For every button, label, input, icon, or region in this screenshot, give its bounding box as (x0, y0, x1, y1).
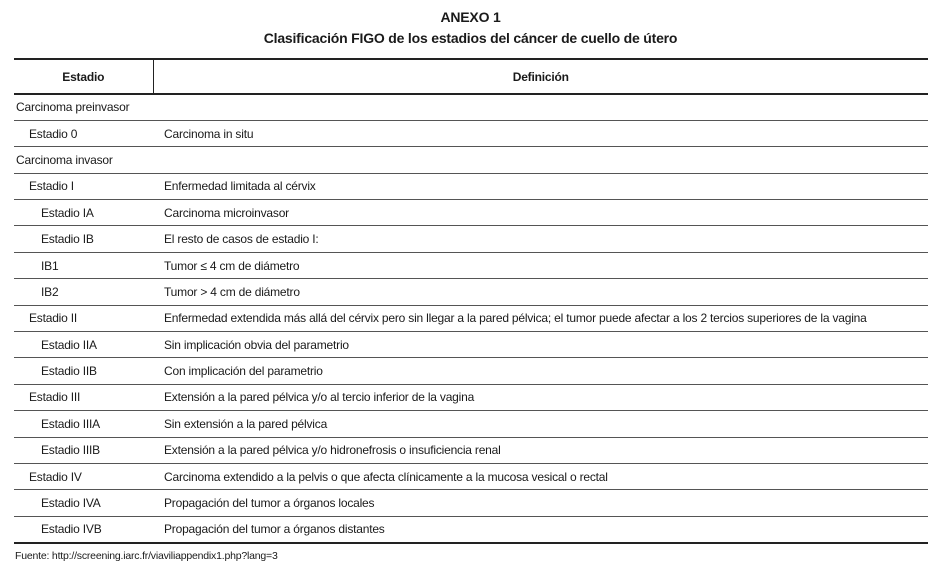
table-row (14, 305, 928, 331)
stage-cell: Estadio IIIB (41, 443, 100, 458)
table-row (14, 226, 928, 252)
definition-cell: Tumor ≤ 4 cm de diámetro (164, 258, 300, 273)
definition-cell: Tumor > 4 cm de diámetro (164, 284, 300, 299)
definition-cell: Sin extensión a la pared pélvica (164, 416, 328, 431)
stage-cell: Estadio IIIA (41, 416, 100, 431)
table-row (14, 516, 928, 542)
stage-cell: Estadio IB (41, 232, 94, 247)
table-row (14, 384, 928, 410)
stage-cell: Estadio IVB (41, 522, 102, 537)
figo-staging-table (14, 58, 928, 544)
column-header-stage: Estadio (14, 59, 153, 94)
table-row (14, 147, 928, 173)
stage-cell: Estadio II (29, 311, 78, 326)
column-header-definition: Definición (512, 69, 569, 84)
table-title: Clasificación FIGO de los estadios del cáncer de cuello de útero (263, 30, 678, 46)
definition-cell: Enfermedad limitada al cérvix (164, 179, 316, 194)
stage-cell: Estadio IIB (41, 364, 97, 379)
table-row (14, 252, 928, 278)
stage-cell: Estadio III (29, 390, 81, 405)
table-row (14, 437, 928, 463)
definition-cell: Propagación del tumor a órganos distantes (164, 522, 385, 537)
stage-cell: Estadio IIA (41, 337, 97, 352)
stage-cell: Estadio IV (29, 469, 82, 484)
table-row (14, 173, 928, 199)
definition-cell (153, 94, 928, 120)
table-row (14, 358, 928, 384)
definition-cell: El resto de casos de estadio I: (164, 232, 319, 247)
definition-cell: Extensión a la pared pélvica y/o al tercio inferior de la vagina (164, 390, 475, 405)
stage-cell: Estadio 0 (29, 126, 78, 141)
table-header-row (14, 59, 928, 94)
definition-cell: Propagación del tumor a órganos locales (164, 496, 375, 511)
stage-cell: Estadio IA (41, 205, 94, 220)
stage-cell: IB1 (41, 258, 59, 273)
table-row (14, 279, 928, 305)
table-row (14, 332, 928, 358)
table-row (14, 490, 928, 516)
annex-label: ANEXO 1 (440, 9, 501, 25)
definition-cell: Con implicación del parametrio (164, 364, 323, 379)
definition-cell: Extensión a la pared pélvica y/o hidronefrosis o insuficiencia renal (164, 443, 501, 458)
table-row (14, 200, 928, 226)
source-note: Fuente: http://screening.iarc.fr/viaviliappendix1.php?lang=3 (15, 550, 278, 562)
stage-cell: IB2 (41, 284, 59, 299)
definition-cell: Carcinoma microinvasor (164, 205, 289, 220)
definition-cell: Carcinoma in situ (164, 126, 254, 141)
definition-cell (153, 147, 928, 173)
stage-cell: Carcinoma invasor (16, 152, 113, 167)
table-row (14, 411, 928, 437)
stage-cell: Carcinoma preinvasor (16, 100, 130, 115)
table-row (14, 463, 928, 489)
definition-cell: Enfermedad extendida más allá del cérvix pero sin llegar a la pared pélvica; el tumor puede afectar a los 2 tercios superiores de la vagina (164, 311, 867, 326)
table-row (14, 94, 928, 120)
table-row (14, 120, 928, 146)
definition-cell: Sin implicación obvia del parametrio (164, 337, 349, 352)
stage-cell: Estadio IVA (41, 496, 101, 511)
definition-cell: Carcinoma extendido a la pelvis o que afecta clínicamente a la mucosa vesical o rectal (164, 469, 608, 484)
stage-cell: Estadio I (29, 179, 74, 194)
